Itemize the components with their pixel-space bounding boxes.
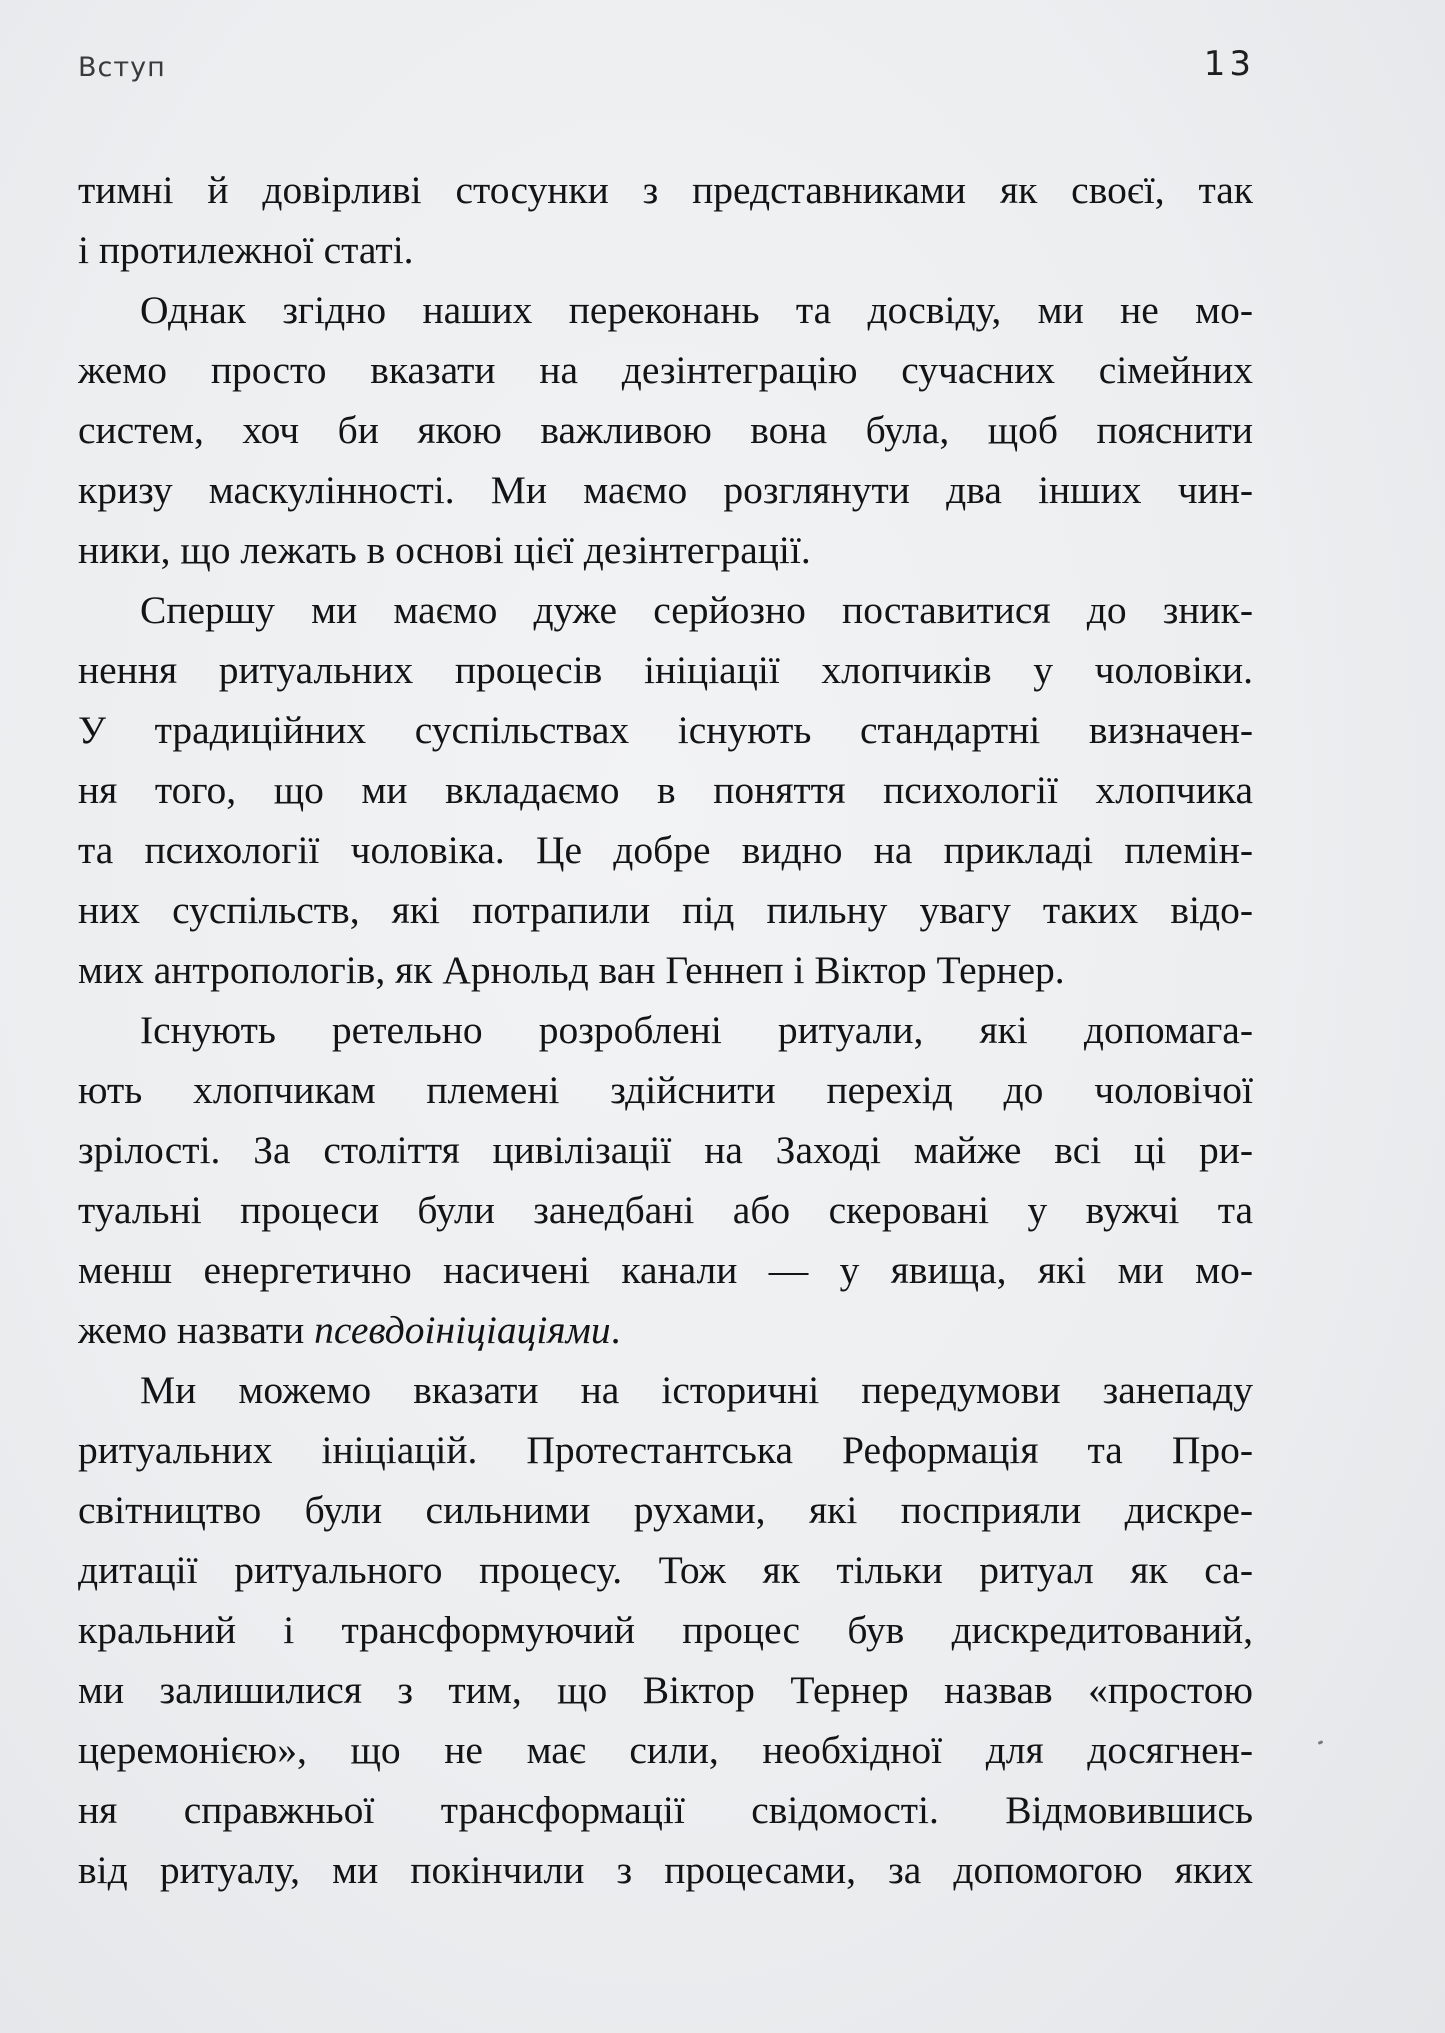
text-line: менш енергетично насичені канали — у явища, які ми мо- (78, 1248, 1253, 1292)
italic-term: псевдоініціаціями (314, 1308, 611, 1352)
text-line: нення ритуальних процесів ініціації хлопчиків у чоловіки. (78, 648, 1253, 692)
text-line: дитації ритуального процесу. Тож як тільки ритуал як са- (78, 1548, 1253, 1592)
text-line: систем, хоч би якою важливою вона була, щоб пояснити (78, 408, 1253, 452)
text-line-start: жемо назвати (78, 1308, 315, 1352)
text-line: ють хлопчикам племені здійснити перехід до чоловічої (78, 1068, 1253, 1112)
text-line: від ритуалу, ми покінчили з процесами, за допомогою яких (78, 1848, 1253, 1892)
text-line: світництво були сильними рухами, які посприяли дискре- (78, 1488, 1253, 1532)
text-line: тимні й довірливі стосунки з представниками як своєї, так (78, 168, 1253, 212)
text-line: ня того, що ми вкладаємо в поняття психології хлопчика (78, 768, 1253, 812)
running-head: Вступ (78, 52, 166, 83)
text-line: У традиційних суспільствах існують стандартні визначен- (78, 708, 1253, 752)
text-line: кризу маскулінності. Ми маємо розглянути два інших чин- (78, 468, 1253, 512)
text-line: жемо просто вказати на дезінтеграцію сучасних сімейних (78, 348, 1253, 392)
italic-term-suffix: . (610, 1308, 621, 1352)
page-number: 13 (1203, 44, 1255, 84)
text-line: туальні процеси були занедбані або скеровані у вужчі та (78, 1188, 1253, 1232)
text-line: мих антропологів, як Арнольд ван Геннеп і Віктор Тернер. (78, 948, 1065, 992)
text-line: ня справжньої трансформації свідомості. Відмовившись (78, 1788, 1253, 1832)
text-line: ники, що лежать в основі цієї дезінтеграції. (78, 528, 811, 572)
paper-speck (1318, 1740, 1324, 1745)
text-line: них суспільств, які потрапили під пильну увагу таких відо- (78, 888, 1253, 932)
text-line-with-italic (78, 1300, 1253, 1360)
text-line: Ми можемо вказати на історичні передумови занепаду (140, 1368, 1253, 1412)
text-line: ми залишилися з тим, що Віктор Тернер назвав «простою (78, 1668, 1253, 1712)
text-line: і протилежної статі. (78, 228, 414, 272)
body-text (78, 160, 1253, 1900)
text-line: зрілості. За століття цивілізації на Заході майже всі ці ри- (78, 1128, 1253, 1172)
text-line: Спершу ми маємо дуже серйозно поставитися до зник- (140, 588, 1253, 632)
text-line: Існують ретельно розроблені ритуали, які допомага- (140, 1008, 1253, 1052)
text-line: кральний і трансформуючий процес був дискредитований, (78, 1608, 1253, 1652)
text-line: та психології чоловіка. Це добре видно на прикладі племін- (78, 828, 1253, 872)
text-line: церемонією», що не має сили, необхідної для досягнен- (78, 1728, 1253, 1772)
text-line: ритуальних ініціацій. Протестантська Реформація та Про- (78, 1428, 1253, 1472)
text-line: Однак згідно наших переконань та досвіду, ми не мо- (140, 288, 1253, 332)
